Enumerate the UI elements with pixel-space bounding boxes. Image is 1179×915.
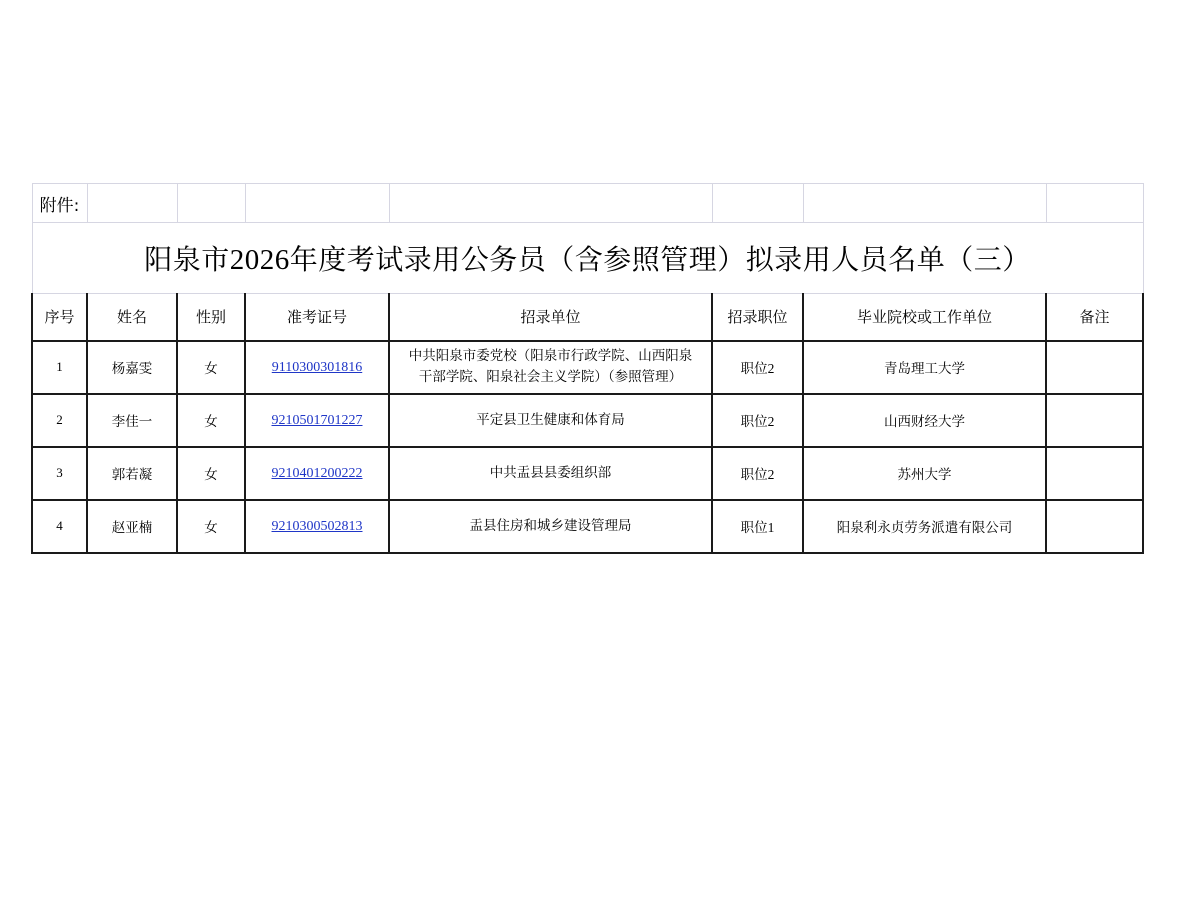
empty-cell bbox=[712, 184, 803, 223]
position-prefix: 职位 bbox=[740, 467, 768, 483]
column-header-remark: 备注 bbox=[1046, 294, 1143, 341]
cell-school: 苏州大学 bbox=[803, 447, 1046, 500]
ticket-link[interactable]: 9210300502813 bbox=[271, 518, 363, 534]
position-prefix: 职位 bbox=[740, 414, 768, 430]
empty-cell bbox=[87, 184, 177, 223]
position-prefix: 职位 bbox=[740, 520, 768, 536]
column-header-gender: 性别 bbox=[177, 294, 245, 341]
cell-gender: 女 bbox=[177, 394, 245, 447]
cell-name: 杨嘉雯 bbox=[87, 341, 177, 394]
cell-gender: 女 bbox=[177, 447, 245, 500]
unit-line-2: 干部学院、阳泉社会主义学院）（参照管理） bbox=[418, 369, 683, 385]
cell-seq: 1 bbox=[32, 341, 87, 394]
cell-name: 郭若凝 bbox=[87, 447, 177, 500]
cell-unit: 盂县住房和城乡建设管理局 bbox=[389, 500, 712, 553]
cell-ticket bbox=[245, 447, 389, 500]
title-prefix: 阳泉市 bbox=[144, 243, 230, 276]
cell-ticket bbox=[245, 394, 389, 447]
column-header-ticket: 准考证号 bbox=[245, 294, 389, 341]
cell-name: 赵亚楠 bbox=[87, 500, 177, 553]
column-header-position: 招录职位 bbox=[712, 294, 803, 341]
cell-unit: 中共盂县县委组织部 bbox=[389, 447, 712, 500]
cell-seq: 3 bbox=[32, 447, 87, 500]
table-row bbox=[32, 341, 1143, 394]
empty-cell bbox=[245, 184, 389, 223]
cell-position bbox=[712, 447, 803, 500]
page-title bbox=[32, 223, 1143, 294]
column-header-school: 毕业院校或工作单位 bbox=[803, 294, 1046, 341]
table-row bbox=[32, 447, 1143, 500]
title-year: 2026 bbox=[229, 244, 290, 276]
column-header-seq: 序号 bbox=[32, 294, 87, 341]
position-number: 2 bbox=[767, 361, 775, 376]
cell-remark bbox=[1046, 447, 1143, 500]
empty-cell bbox=[1046, 184, 1143, 223]
cell-position bbox=[712, 500, 803, 553]
cell-remark bbox=[1046, 341, 1143, 394]
ticket-link[interactable]: 9110300301816 bbox=[271, 359, 363, 375]
cell-gender: 女 bbox=[177, 341, 245, 394]
empty-cell bbox=[389, 184, 712, 223]
title-row bbox=[32, 223, 1143, 294]
cell-remark bbox=[1046, 500, 1143, 553]
unit-line-1: 中共阳泉市委党校（阳泉市行政学院、山西阳泉 bbox=[408, 348, 693, 364]
cell-unit: 平定县卫生健康和体育局 bbox=[389, 394, 712, 447]
column-header-unit: 招录单位 bbox=[389, 294, 712, 341]
attachment-label: 附件: bbox=[32, 184, 87, 223]
attachment-row bbox=[32, 184, 1143, 223]
position-prefix: 职位 bbox=[740, 361, 768, 377]
cell-school: 阳泉利永贞劳务派遣有限公司 bbox=[803, 500, 1046, 553]
position-number: 1 bbox=[767, 520, 775, 535]
cell-seq: 4 bbox=[32, 500, 87, 553]
cell-school: 青岛理工大学 bbox=[803, 341, 1046, 394]
cell-position bbox=[712, 394, 803, 447]
ticket-link[interactable]: 9210501701227 bbox=[271, 412, 363, 428]
cell-gender: 女 bbox=[177, 500, 245, 553]
position-number: 2 bbox=[767, 414, 775, 429]
cell-name: 李佳一 bbox=[87, 394, 177, 447]
roster-table bbox=[31, 183, 1144, 554]
cell-remark bbox=[1046, 394, 1143, 447]
position-number: 2 bbox=[767, 467, 775, 482]
empty-cell bbox=[803, 184, 1046, 223]
cell-position bbox=[712, 341, 803, 394]
header-row bbox=[32, 294, 1143, 341]
title-suffix: 年度考试录用公务员（含参照管理）拟录用人员名单（三） bbox=[289, 243, 1031, 276]
cell-ticket bbox=[245, 500, 389, 553]
ticket-link[interactable]: 9210401200222 bbox=[271, 465, 363, 481]
table-row bbox=[32, 394, 1143, 447]
column-header-name: 姓名 bbox=[87, 294, 177, 341]
table-row bbox=[32, 500, 1143, 553]
cell-ticket bbox=[245, 341, 389, 394]
empty-cell bbox=[177, 184, 245, 223]
cell-school: 山西财经大学 bbox=[803, 394, 1046, 447]
cell-unit bbox=[389, 341, 712, 394]
cell-seq: 2 bbox=[32, 394, 87, 447]
